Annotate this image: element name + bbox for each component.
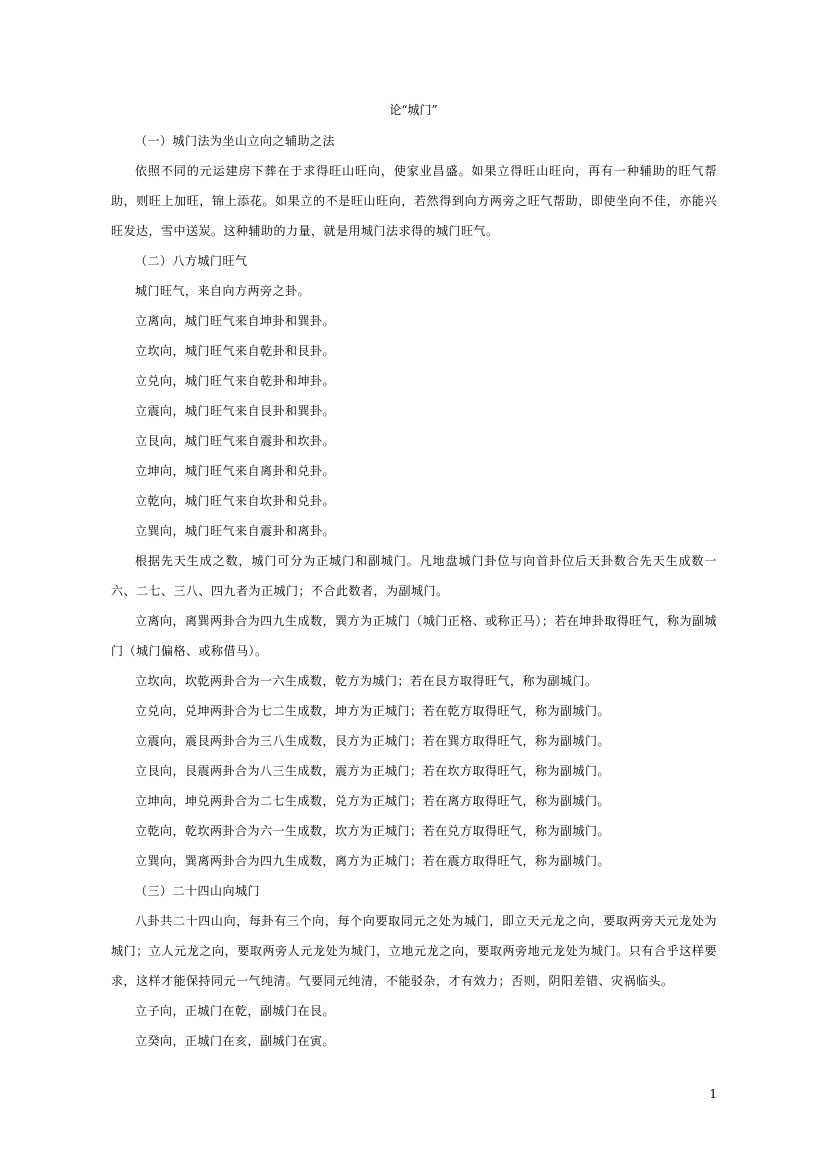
- section-heading-1: （一）城门法为坐山立向之辅助之法: [135, 134, 336, 148]
- page-number: 1: [709, 1087, 717, 1101]
- paragraph: 立坤向，城门旺气来自离卦和兑卦。: [135, 464, 336, 478]
- paragraph: 立乾向，城门旺气来自坎卦和兑卦。: [135, 494, 336, 508]
- paragraph: 立兑向，城门旺气来自乾卦和坤卦。: [135, 374, 336, 388]
- paragraph: 立坎向，城门旺气来自乾卦和艮卦。: [135, 344, 336, 358]
- paragraph: 立癸向，正城门在亥，副城门在寅。: [135, 1034, 336, 1048]
- paragraph: 立艮向，艮震两卦合为八三生成数，震方为正城门；若在坎方取得旺气，称为副城门。: [135, 764, 611, 778]
- paragraph: 立震向，城门旺气来自艮卦和巽卦。: [135, 404, 336, 418]
- section-heading-3: （三）二十四山向城门: [135, 884, 261, 898]
- paragraph: 城门旺气，来自向方两旁之卦。: [135, 284, 311, 298]
- paragraph: 立兑向，兑坤两卦合为七二生成数，坤方为正城门；若在乾方取得旺气，称为副城门。: [135, 704, 611, 718]
- paragraph: 立离向，离巽两卦合为四九生成数，巽方为正城门（城门正格、或称正马）；若在坤卦取得旺气，称为副城门（城门偏格、或称借马）。: [111, 614, 717, 658]
- document-body: [111, 126, 717, 1056]
- paragraph: 立艮向，城门旺气来自震卦和坎卦。: [135, 434, 336, 448]
- page-title: 论“城门”: [389, 103, 438, 117]
- paragraph: 立震向，震艮两卦合为三八生成数，艮方为正城门；若在巽方取得旺气，称为副城门。: [135, 734, 611, 748]
- paragraph: 立巽向，巽离两卦合为四九生成数，离方为正城门；若在震方取得旺气，称为副城门。: [135, 854, 611, 868]
- paragraph: 立坤向，坤兑两卦合为二七生成数，兑方为正城门；若在离方取得旺气，称为副城门。: [135, 794, 611, 808]
- paragraph: 立离向，城门旺气来自坤卦和巽卦。: [135, 314, 336, 328]
- paragraph: 根据先天生成之数，城门可分为正城门和副城门。凡地盘城门卦位与向首卦位后天卦数合先天生成数一六、二七、三八、四九者为正城门；不合此数者，为副城门。: [111, 554, 717, 598]
- paragraph: 依照不同的元运建房下葬在于求得旺山旺向，使家业昌盛。如果立得旺山旺向，再有一种辅助的旺气帮助，则旺上加旺，锦上添花。如果立的不是旺山旺向，若然得到向方两旁之旺气帮助，即使坐向不佳，亦能兴旺发达，雪中送炭。这种辅助的力量，就是用城门法求得的城门旺气。: [111, 164, 717, 238]
- paragraph: 立子向，正城门在乾，副城门在艮。: [135, 1004, 336, 1018]
- section-heading-2: （二）八方城门旺气: [135, 254, 248, 268]
- paragraph: 立巽向，城门旺气来自震卦和离卦。: [135, 524, 336, 538]
- paragraph: 八卦共二十四山向，每卦有三个向，每个向要取同元之处为城门，即立天元龙之向，要取两旁天元龙处为城门；立人元龙之向，要取两旁人元龙处为城门，立地元龙之向，要取两旁地元龙处为城门。只有合乎这样要求，这样才能保持同元一气纯清。气要同元纯清，不能驳杂，才有效力；否则，阴阳差错、灾祸临头。: [111, 914, 717, 988]
- paragraph: 立坎向，坎乾两卦合为一六生成数，乾方为城门；若在艮方取得旺气，称为副城门。: [135, 674, 598, 688]
- paragraph: 立乾向，乾坎两卦合为六一生成数，坎方为正城门；若在兑方取得旺气，称为副城门。: [135, 824, 611, 838]
